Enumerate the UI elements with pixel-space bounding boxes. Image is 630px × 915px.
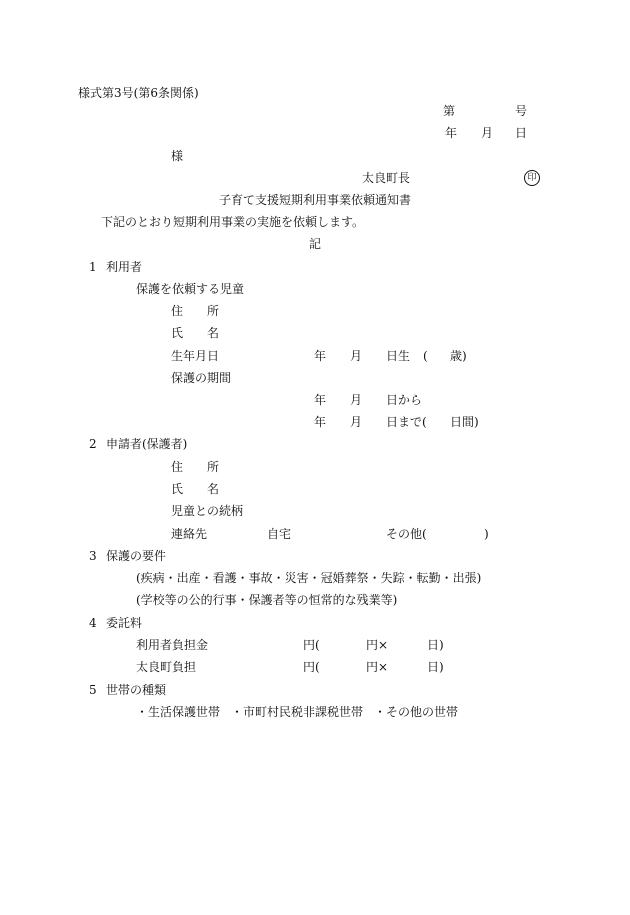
town-fee-label: 太良町負担 — [136, 660, 197, 674]
form-number: 様式第3号(第6条関係) — [78, 86, 199, 100]
town-fee-days: 日) — [427, 660, 444, 674]
doc-number-dai: 第 — [443, 104, 456, 118]
user-fee-label: 利用者負担金 — [136, 638, 209, 652]
dob-label: 生年月日 — [171, 349, 220, 363]
child-address-label-b: 所 — [207, 304, 220, 318]
date-day: 日 — [515, 126, 528, 140]
intro-text: 下記のとおり短期利用事業の実施を依頼します。 — [101, 215, 365, 229]
from-year: 年 — [314, 393, 327, 407]
age-close: 歳) — [450, 349, 467, 363]
guardian-address-label-b: 所 — [207, 460, 220, 474]
section-2-heading: 申請者(保護者) — [106, 437, 188, 451]
town-fee-yen-x: 円× — [366, 660, 389, 674]
to-month: 月 — [350, 415, 363, 429]
section-3-number: 3 — [89, 549, 97, 563]
section-2-number: 2 — [89, 437, 97, 451]
guardian-name-label-a: 氏 — [171, 482, 184, 496]
doc-number-go: 号 — [515, 104, 528, 118]
child-name-label-b: 名 — [207, 326, 220, 340]
section-5-number: 5 — [89, 683, 97, 697]
child-subheading: 保護を依頼する児童 — [136, 282, 245, 296]
other-label: その他( — [386, 527, 427, 541]
date-month: 月 — [481, 126, 494, 140]
section-1-number: 1 — [89, 260, 97, 274]
dob-month: 月 — [350, 349, 363, 363]
date-year: 年 — [445, 126, 458, 140]
home-label: 自宅 — [267, 527, 292, 541]
addressee-suffix: 様 — [171, 149, 184, 163]
household-option-welfare: ・生活保護世帯 — [136, 705, 221, 719]
user-fee-days: 日) — [427, 638, 444, 652]
guardian-name-label-b: 名 — [207, 482, 220, 496]
town-fee-yen: 円( — [303, 660, 320, 674]
section-4-heading: 委託料 — [106, 616, 143, 630]
to-year: 年 — [314, 415, 327, 429]
household-option-other: ・その他の世帯 — [374, 705, 459, 719]
user-fee-yen-x: 円× — [366, 638, 389, 652]
seal-mark-icon: 印 — [524, 170, 540, 186]
from-day: 日から — [386, 393, 423, 407]
requirements-line-1: (疾病・出産・看護・事故・災害・冠婚葬祭・失踪・転勤・出張) — [136, 571, 482, 585]
guardian-address-label-a: 住 — [171, 460, 184, 474]
section-5-heading: 世帯の種類 — [106, 683, 167, 697]
document-title: 子育て支援短期利用事業依頼通知書 — [219, 193, 412, 207]
relation-label: 児童との続柄 — [171, 504, 244, 518]
section-3-heading: 保護の要件 — [106, 549, 167, 563]
other-close: ) — [484, 527, 489, 541]
ki-heading: 記 — [309, 237, 322, 251]
issuer-name: 太良町長 — [362, 171, 411, 185]
dob-year: 年 — [314, 349, 327, 363]
contact-label: 連絡先 — [171, 527, 208, 541]
to-day: 日まで( — [386, 415, 427, 429]
requirements-line-2: (学校等の公的行事・保護者等の恒常的な残業等) — [136, 593, 398, 607]
period-label: 保護の期間 — [171, 371, 232, 385]
from-month: 月 — [350, 393, 363, 407]
section-4-number: 4 — [89, 616, 97, 630]
days-count: 日間) — [450, 415, 479, 429]
section-1-heading: 利用者 — [106, 260, 143, 274]
dob-day: 日生 — [386, 349, 411, 363]
child-name-label-a: 氏 — [171, 326, 184, 340]
household-option-tax-exempt: ・市町村民税非課税世帯 — [231, 705, 364, 719]
age-open: ( — [423, 349, 428, 363]
child-address-label-a: 住 — [171, 304, 184, 318]
user-fee-yen: 円( — [303, 638, 320, 652]
